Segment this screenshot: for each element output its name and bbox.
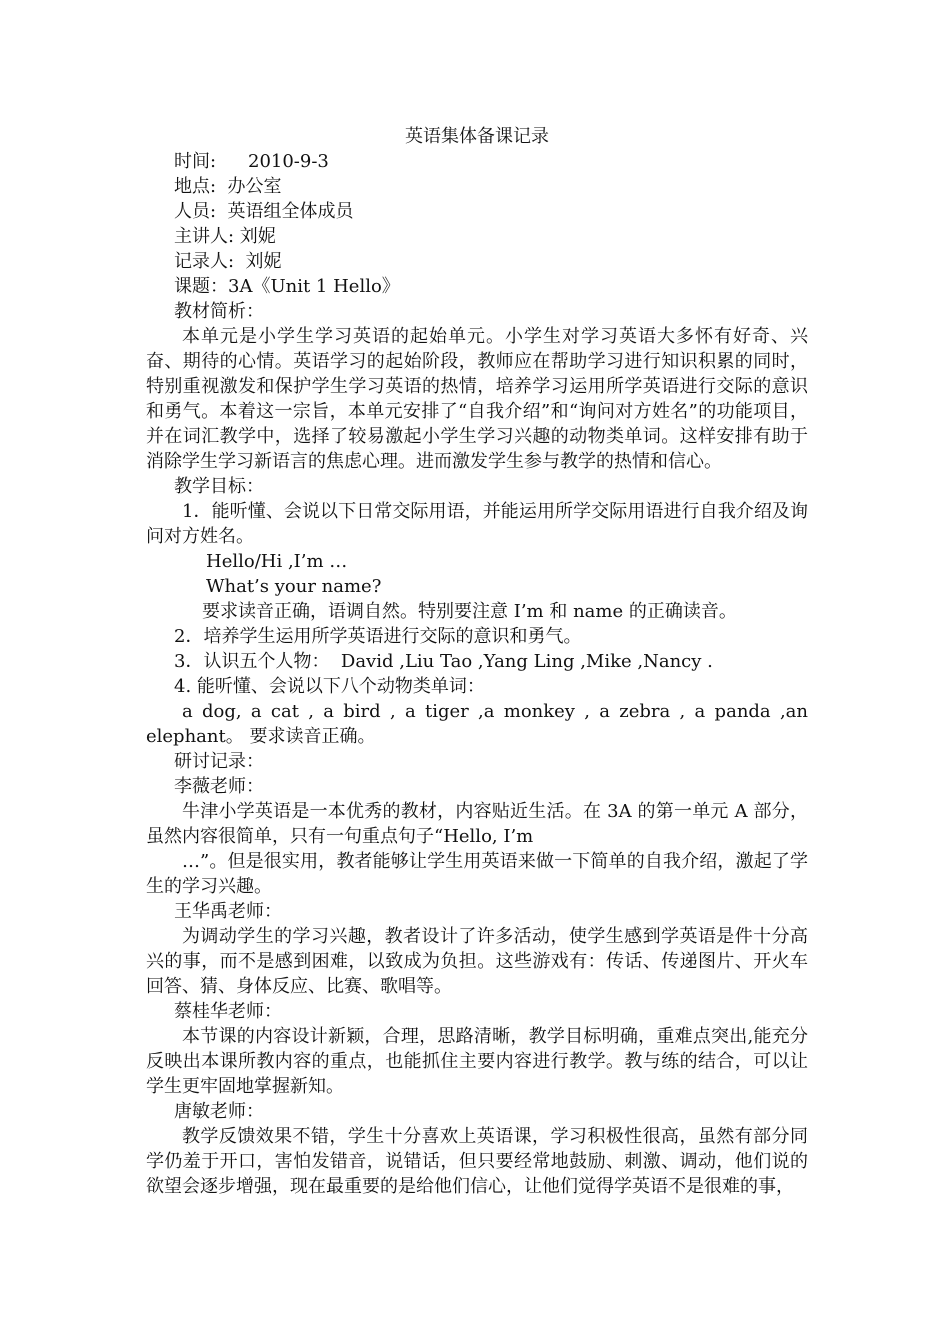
goal-1: 1．能听懂、会说以下日常交际用语，并能运用所学交际用语进行自我介绍及询问对方姓名。: [146, 501, 808, 547]
time-value: 2010-9-3: [248, 151, 329, 172]
teacher-2-name: 王华禹老师：: [174, 901, 282, 922]
teacher-3-name: 蔡桂华老师：: [174, 1001, 282, 1022]
discussion-heading: 研讨记录：: [174, 751, 264, 772]
meta-place: 地点: 办公室: [174, 176, 282, 197]
teacher-4-text: 教学反馈效果不错，学生十分喜欢上英语课，学习积极性很高，虽然有部分同学仍羞于开口，害怕发错音，说错话，但只要经常地鼓励、刺激、调动，他们说的欲望会逐步增强，现在最重要的是给他们信心，让他们觉得学英语不是很难的事，: [146, 1126, 808, 1197]
goal-2: 2．培养学生运用所学英语进行交际的意识和勇气。: [174, 626, 582, 647]
goal-1-phrase-1: Hello/Hi ,I’m …: [206, 551, 348, 572]
goal-1-note: 要求读音正确，语调自然。特别要注意 I’m 和 name 的正确读音。: [202, 601, 737, 622]
teacher-4-name: 唐敏老师：: [174, 1101, 264, 1122]
goal-4: 4. 能听懂、会说以下八个动物类单词：: [174, 676, 485, 697]
time-label: 时间:: [174, 151, 217, 172]
meta-speaker: 主讲人: 刘妮: [174, 226, 276, 247]
goal-4-words: a dog, a cat , a bird , a tiger ,a monkey , a zebra , a panda ,an elephant。 要求读音正确。: [146, 701, 808, 747]
goal-1-phrase-2: What’s your name?: [206, 576, 382, 597]
meta-topic: 课题：3A《Unit 1 Hello》: [174, 276, 400, 297]
analysis-heading: 教材简析：: [174, 301, 264, 322]
page-title: 英语集体备课记录: [405, 126, 549, 147]
teacher-2-text: 为调动学生的学习兴趣，教者设计了许多活动，使学生感到学英语是件十分高兴的事，而不是感到困难，以致成为负担。这些游戏有：传话、传递图片、开火车回答、猜、身体反应、比赛、歌唱等。: [146, 926, 808, 997]
teacher-1-name: 李薇老师：: [174, 776, 264, 797]
teacher-1-text-b: …”。但是很实用，教者能够让学生用英语来做一下简单的自我介绍，激起了学生的学习兴趣。: [146, 851, 808, 897]
meta-time: [146, 149, 808, 174]
goals-heading: 教学目标：: [174, 476, 264, 497]
meta-recorder: 记录人: 刘妮: [174, 251, 282, 272]
meta-people: 人员: 英语组全体成员: [174, 201, 354, 222]
goal-3: 3．认识五个人物： David ,Liu Tao ,Yang Ling ,Mike ,Nancy .: [174, 651, 713, 672]
teacher-1-text-a: 牛津小学英语是一本优秀的教材，内容贴近生活。在 3A 的第一单元 A 部分，虽然内容很简单，只有一句重点句子“Hello, I’m: [146, 801, 808, 847]
document-body: [146, 124, 808, 1199]
analysis-text: 本单元是小学生学习英语的起始单元。小学生对学习英语大多怀有好奇、兴奋、期待的心情。英语学习的起始阶段，教师应在帮助学习进行知识积累的同时，特别重视激发和保护学生学习英语的热情，培养学习运用所学英语进行交际的意识和勇气。本着这一宗旨，本单元安排了“自我介绍”和“询问对方姓名”的功能项目，并在词汇教学中，选择了较易激起小学生学习兴趣的动物类单词。这样安排有助于消除学生学习新语言的焦虑心理。进而激发学生参与教学的热情和信心。: [146, 326, 808, 472]
teacher-3-text: 本节课的内容设计新颖，合理，思路清晰，教学目标明确，重难点突出,能充分反映出本课所教内容的重点，也能抓住主要内容进行教学。教与练的结合，可以让学生更牢固地掌握新知。: [146, 1026, 808, 1097]
